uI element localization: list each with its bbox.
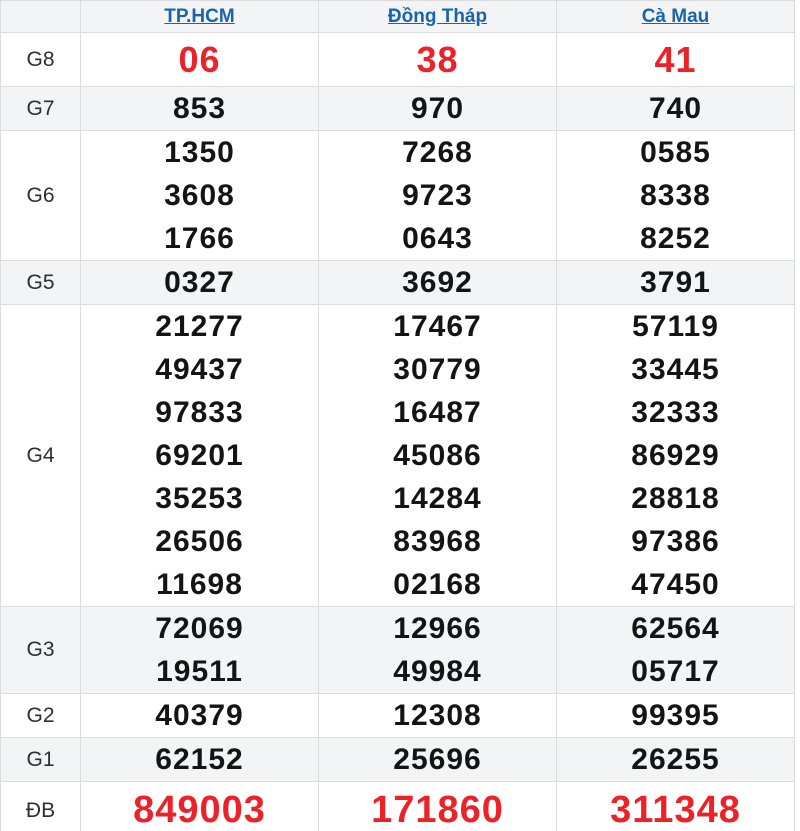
result-cell xyxy=(557,738,795,782)
result-cell xyxy=(557,131,795,261)
prize-label: G6 xyxy=(1,131,81,261)
result-value: 740 xyxy=(648,92,703,125)
table-row xyxy=(1,131,795,261)
result-value: 33445 xyxy=(631,353,720,386)
result-value: 1766 xyxy=(164,222,235,255)
result-value: 8252 xyxy=(640,222,711,255)
result-value: 83968 xyxy=(393,525,482,558)
result-value: 06 xyxy=(178,39,221,80)
result-cell xyxy=(557,782,795,831)
result-value: 0327 xyxy=(164,266,235,299)
result-cell xyxy=(81,87,319,131)
result-cell xyxy=(319,131,557,261)
table-row xyxy=(1,782,795,831)
result-value: 40379 xyxy=(155,699,244,732)
result-cell xyxy=(81,607,319,694)
table-row xyxy=(1,33,795,87)
result-value: 849003 xyxy=(133,789,266,831)
result-cell xyxy=(319,87,557,131)
result-value: 30779 xyxy=(393,353,482,386)
result-cell xyxy=(319,694,557,738)
result-cell xyxy=(319,261,557,305)
header-cell-tphcm xyxy=(81,1,319,33)
result-cell xyxy=(557,305,795,607)
result-cell xyxy=(557,694,795,738)
result-value: 97833 xyxy=(155,396,244,429)
result-value: 0643 xyxy=(402,222,473,255)
table-row xyxy=(1,261,795,305)
result-value: 72069 xyxy=(155,612,244,645)
table-body xyxy=(1,33,795,831)
result-value: 05717 xyxy=(631,655,720,688)
table-row xyxy=(1,738,795,782)
province-link-dong-thap[interactable]: Đồng Tháp xyxy=(387,5,488,27)
result-value: 0585 xyxy=(640,136,711,169)
result-value: 86929 xyxy=(631,439,720,472)
prize-label: G8 xyxy=(1,33,81,87)
result-cell xyxy=(81,261,319,305)
header-row xyxy=(1,1,795,33)
result-cell xyxy=(319,607,557,694)
result-value: 311348 xyxy=(610,789,741,831)
result-value: 7268 xyxy=(402,136,473,169)
result-value: 32333 xyxy=(631,396,720,429)
table-row xyxy=(1,694,795,738)
result-cell xyxy=(319,305,557,607)
result-cell xyxy=(319,738,557,782)
result-value: 38 xyxy=(416,39,459,80)
result-value: 57119 xyxy=(632,310,719,343)
result-value: 49437 xyxy=(155,353,244,386)
result-value: 49984 xyxy=(393,655,482,688)
result-cell xyxy=(81,305,319,607)
result-value: 17467 xyxy=(393,310,482,343)
table-row xyxy=(1,87,795,131)
result-value: 26255 xyxy=(631,743,720,776)
result-cell xyxy=(557,87,795,131)
prize-label: G4 xyxy=(1,305,81,607)
result-cell xyxy=(319,782,557,831)
province-link-ca-mau[interactable]: Cà Mau xyxy=(641,5,710,27)
result-value: 35253 xyxy=(155,482,244,515)
province-link-tphcm[interactable]: TP.HCM xyxy=(164,5,235,27)
result-value: 28818 xyxy=(631,482,720,515)
table-row xyxy=(1,305,795,607)
result-value: 25696 xyxy=(393,743,482,776)
prize-label: G3 xyxy=(1,607,81,694)
result-value: 69201 xyxy=(155,439,244,472)
result-cell xyxy=(81,131,319,261)
result-value: 1350 xyxy=(164,136,235,169)
result-cell xyxy=(319,33,557,87)
result-cell xyxy=(81,782,319,831)
result-value: 970 xyxy=(410,92,465,125)
result-value: 97386 xyxy=(631,525,720,558)
prize-label: G7 xyxy=(1,87,81,131)
result-value: 12966 xyxy=(393,612,482,645)
prize-label: ĐB xyxy=(1,782,81,831)
result-value: 41 xyxy=(654,39,697,80)
result-cell xyxy=(557,33,795,87)
table-row xyxy=(1,607,795,694)
result-value: 19511 xyxy=(156,655,243,688)
prize-label: G2 xyxy=(1,694,81,738)
header-cell-dong-thap xyxy=(319,1,557,33)
result-value: 853 xyxy=(172,92,227,125)
result-cell xyxy=(557,261,795,305)
result-value: 02168 xyxy=(393,568,482,601)
result-value: 47450 xyxy=(631,568,720,601)
result-value: 62564 xyxy=(631,612,720,645)
result-value: 3608 xyxy=(164,179,235,212)
result-value: 99395 xyxy=(631,699,720,732)
prize-label: G5 xyxy=(1,261,81,305)
result-value: 171860 xyxy=(371,789,504,831)
result-cell xyxy=(81,694,319,738)
result-cell xyxy=(557,607,795,694)
result-value: 26506 xyxy=(155,525,244,558)
result-value: 45086 xyxy=(393,439,482,472)
result-value: 3692 xyxy=(402,266,473,299)
table-header xyxy=(1,1,795,33)
prize-label: G1 xyxy=(1,738,81,782)
result-value: 12308 xyxy=(393,699,482,732)
result-value: 62152 xyxy=(155,743,244,776)
result-value: 14284 xyxy=(393,482,482,515)
header-corner-cell xyxy=(1,1,81,33)
result-cell xyxy=(81,33,319,87)
result-value: 21277 xyxy=(155,310,244,343)
result-cell xyxy=(81,738,319,782)
header-cell-ca-mau xyxy=(557,1,795,33)
result-value: 16487 xyxy=(393,396,482,429)
result-value: 11698 xyxy=(156,568,243,601)
result-value: 8338 xyxy=(640,179,711,212)
result-value: 3791 xyxy=(640,266,711,299)
result-value: 9723 xyxy=(402,179,473,212)
